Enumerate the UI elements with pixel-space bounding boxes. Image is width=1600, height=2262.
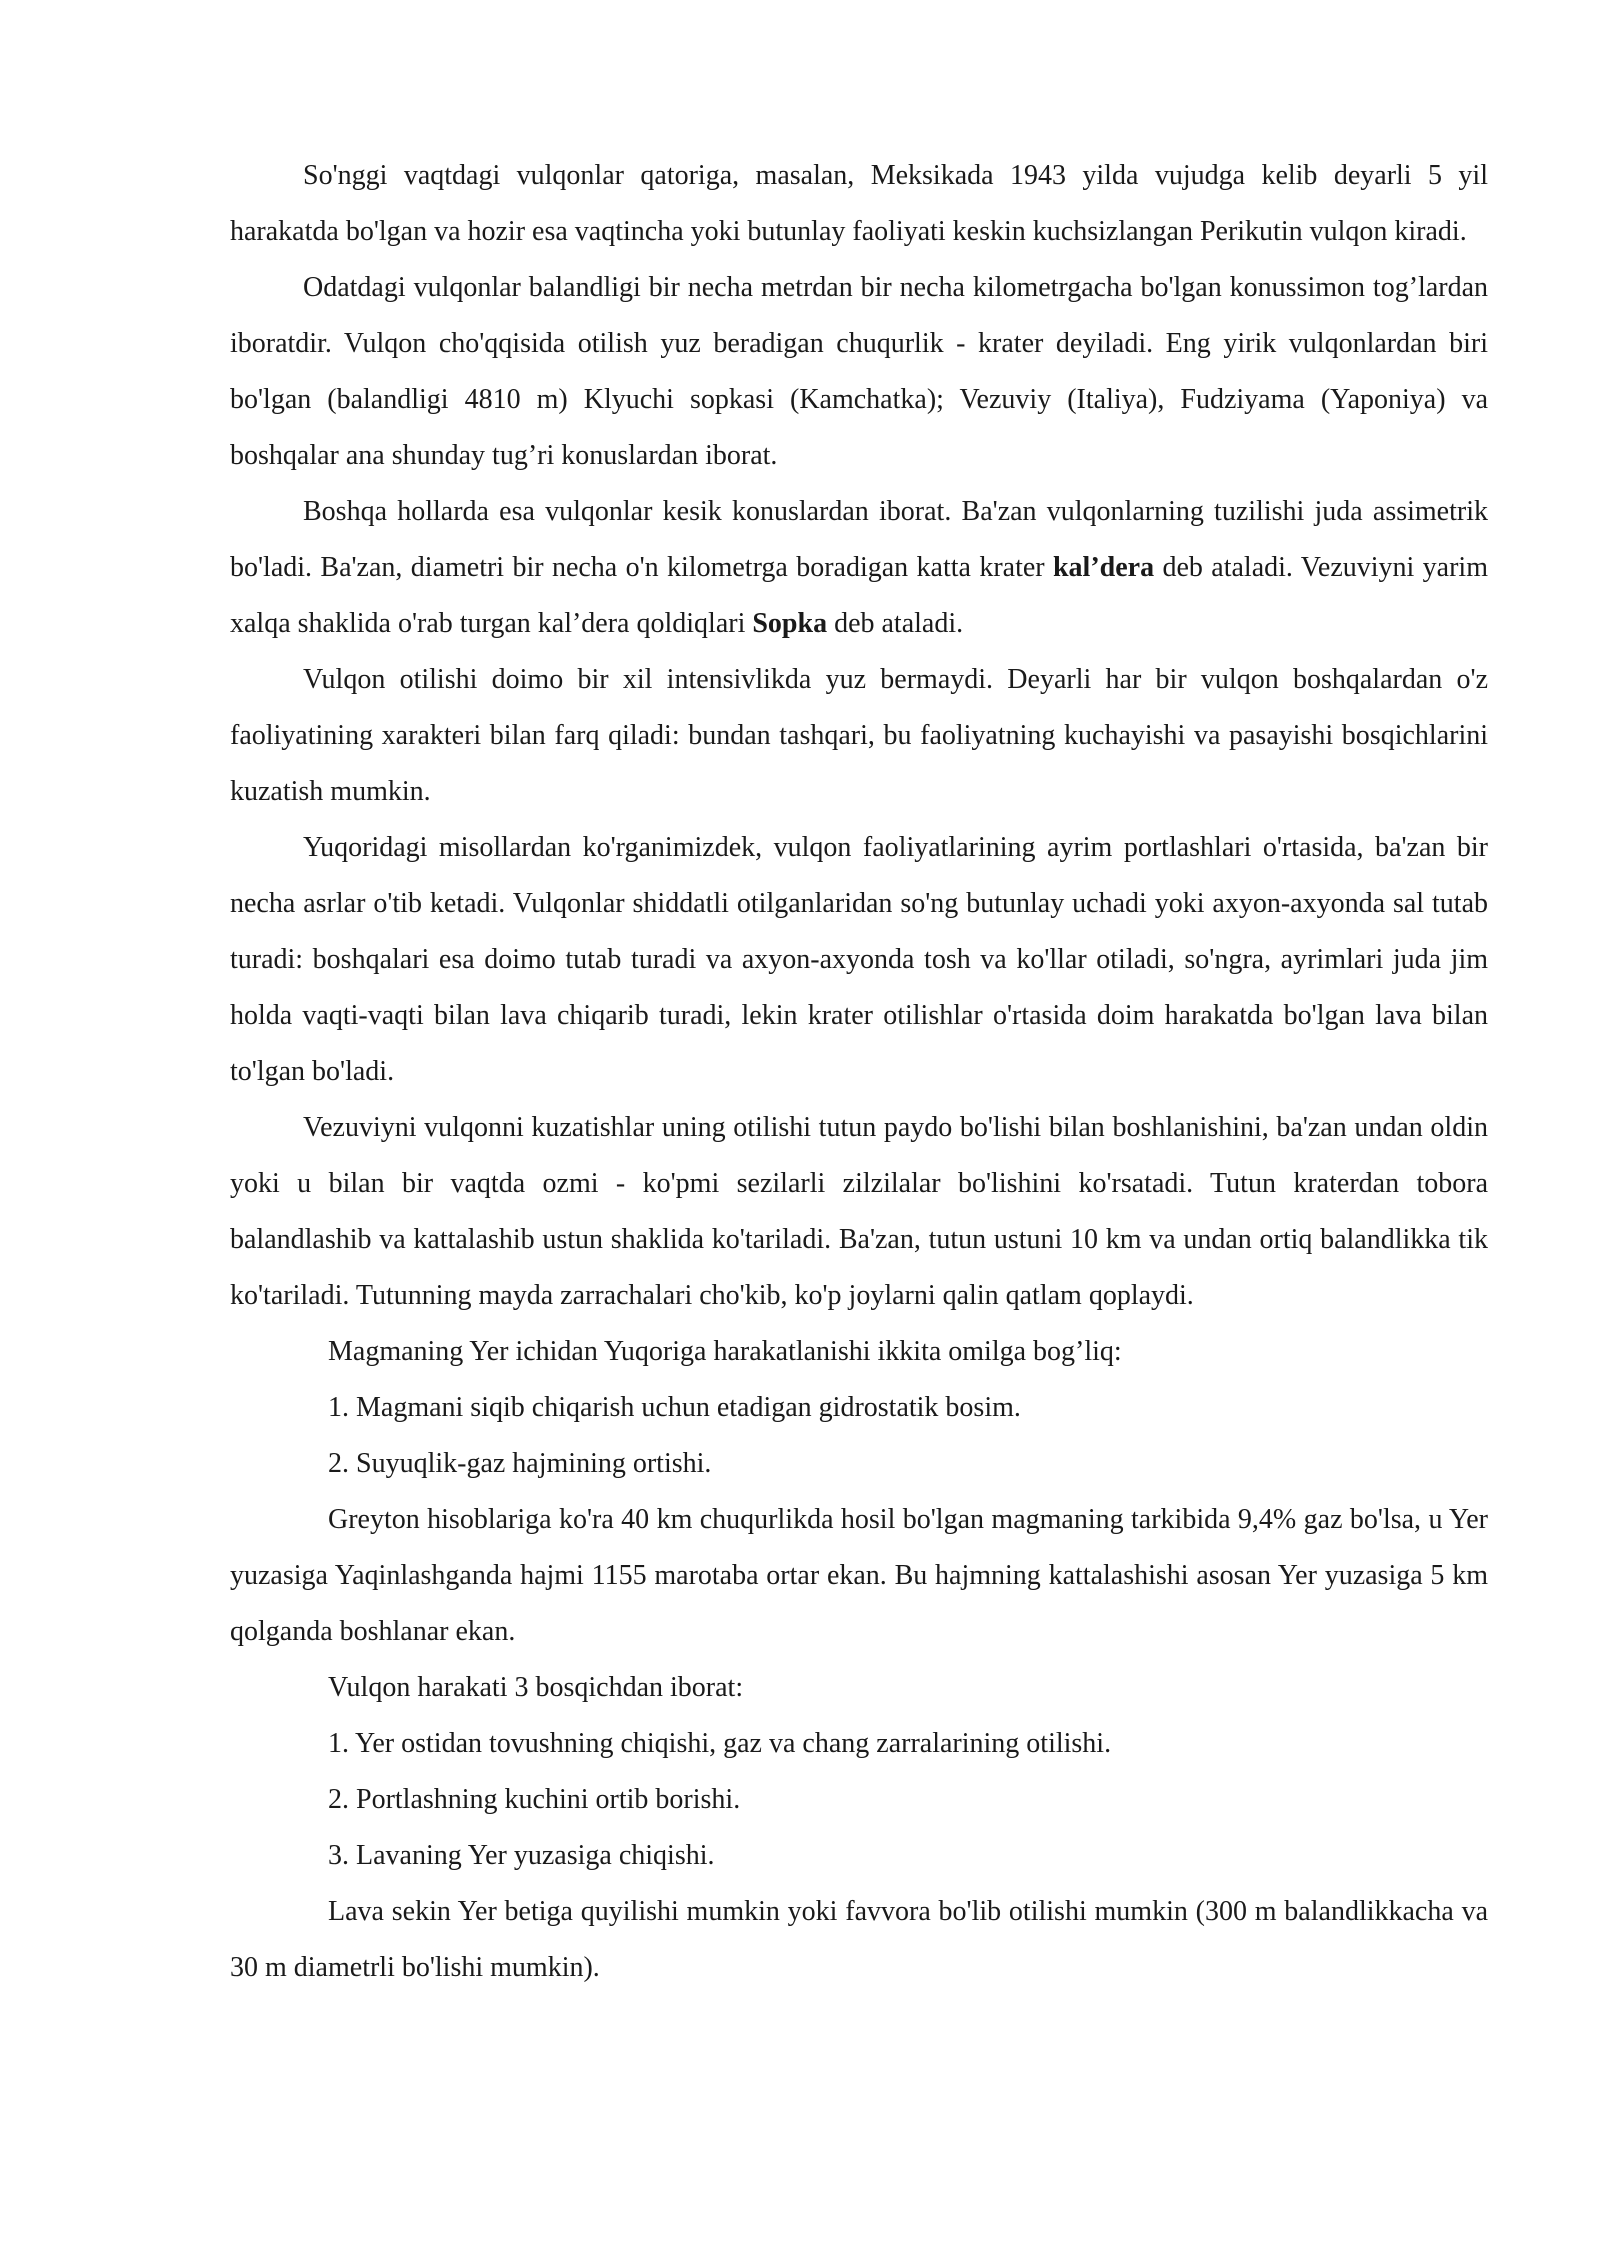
paragraph-vesuvius-observation: Vezuviyni vulqonni kuzatishlar uning otilishi tutun paydo bo'lishi bilan boshlanishini, ba'zan undan oldin yoki u bilan bir vaqtda ozmi - ko'pmi sezilarli zilzilalar bo'lishini ko'rsatadi. Tutun kraterdan tobora balandlashib va kattalashib ustun shaklida ko'tariladi. Ba'zan, tutun ustuni 10 km va undan ortiq balandlikka tik ko'tariladi. Tutunning mayda zarrachalari cho'kib, ko'p joylarni qalin qatlam qoplaydi.	[230, 1112, 1488, 1311]
list-item-stage-2: 2. Portlashning kuchini ortib borishi.	[328, 1784, 741, 1815]
caldera-text-3: deb ataladi.	[827, 608, 964, 639]
paragraph-volcano-height: Odatdagi vulqonlar balandligi bir necha metrdan bir necha kilometrgacha bo'lgan konussimon tog’lardan iboratdir. Vulqon cho'qqisida otilish yuz beradigan chuqurlik - krater deyiladi. Eng yirik vulqonlardan biri bo'lgan (balandligi 4810 m) Klyuchi sopkasi (Kamchatka); Vezuviy (Italiya), Fudziyama (Yaponiya) va boshqalar ana shunday tug’ri konuslardan iborat.	[230, 272, 1488, 471]
list-item-stage-1: 1. Yer ostidan tovushning chiqishi, gaz va chang zarralarining otilishi.	[328, 1728, 1112, 1759]
paragraph-examples: Yuqoridagi misollardan ko'rganimizdek, vulqon faoliyatlarining ayrim portlashlari o'rtasida, ba'zan bir necha asrlar o'tib ketadi. Vulqonlar shiddatli otilganlaridan so'ng butunlay uchadi yoki axyon-axyonda sal tutab turadi: boshqalari esa doimo tutab turadi va axyon-axyonda tosh va ko'llar otiladi, so'ngra, ayrimlari juda jim holda vaqti-vaqti bilan lava chiqarib turadi, lekin krater otilishlar o'rtasida doim harakatda bo'lgan lava bilan to'lgan bo'ladi.	[230, 832, 1488, 1087]
list-item-stage-3: 3. Lavaning Yer yuzasiga chiqishi.	[328, 1840, 715, 1871]
paragraph-intensity: Vulqon otilishi doimo bir xil intensivlikda yuz bermaydi. Deyarli har bir vulqon boshqalardan o'z faoliyatining xarakteri bilan farq qiladi: bundan tashqari, bu faoliyatning kuchayishi va pasayishi bosqichlarini kuzatish mumkin.	[230, 664, 1488, 807]
term-caldera: kal’dera	[1052, 552, 1155, 583]
list-item-factor-2: 2. Suyuqlik-gaz hajmining ortishi.	[328, 1448, 712, 1479]
paragraph-stages: Vulqon harakati 3 bosqichdan iborat:	[328, 1672, 744, 1703]
paragraph-caldera	[230, 484, 1488, 652]
document-page	[230, 148, 1488, 1996]
paragraph-greyton: Greyton hisoblariga ko'ra 40 km chuqurlikda hosil bo'lgan magmaning tarkibida 9,4% gaz bo'lsa, u Yer yuzasiga Yaqinlashganda hajmi 1155 marotaba ortar ekan. Bu hajmning kattalashishi asosan Yer yuzasiga 5 km qolganda boshlanar ekan.	[230, 1504, 1488, 1647]
list-item-factor-1: 1. Magmani siqib chiqarish uchun etadigan gidrostatik bosim.	[328, 1392, 1021, 1423]
term-sopka: Sopka	[752, 608, 828, 639]
caldera-text-1: Boshqa hollarda esa vulqonlar kesik konuslardan iborat. Ba'zan vulqonlarning tuzilishi juda assimetrik bo'ladi. Ba'zan, diametri bir necha o'n kilometrga boradigan katta krater	[230, 496, 1488, 583]
paragraph-magma-factors: Magmaning Yer ichidan Yuqoriga harakatlanishi ikkita omilga bog’liq:	[328, 1336, 1122, 1367]
paragraph-perikutin: So'nggi vaqtdagi vulqonlar qatoriga, masalan, Meksikada 1943 yilda vujudga kelib deyarli 5 yil harakatda bo'lgan va hozir esa vaqtincha yoki butunlay faoliyati keskin kuchsizlangan Perikutin vulqon kiradi.	[230, 160, 1488, 247]
caldera-text-2: deb ataladi. Vezuviyni yarim xalqa shaklida o'rab turgan kal’dera qoldiqlari	[230, 552, 1488, 639]
paragraph-lava: Lava sekin Yer betiga quyilishi mumkin yoki favvora bo'lib otilishi mumkin (300 m balandlikkacha va 30 m diametrli bo'lishi mumkin).	[230, 1896, 1488, 1983]
